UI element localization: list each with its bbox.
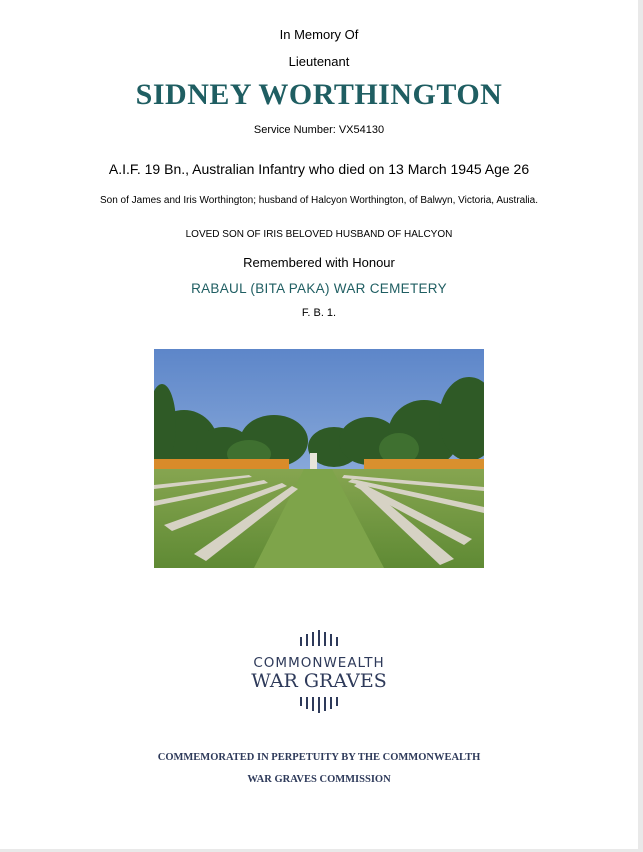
logo-text-line1: COMMONWEALTH xyxy=(253,655,385,671)
memorial-heading: In Memory Of xyxy=(279,27,359,42)
casualty-name: SIDNEY WORTHINGTON xyxy=(135,78,503,111)
family-details: Son of James and Iris Worthington; husband of Halcyon Worthington, of Balwyn, Victoria, Australia. xyxy=(99,195,538,206)
logo-bars-top-icon xyxy=(219,628,419,644)
page-edge-right xyxy=(638,0,643,852)
remembered-with-honour: Remembered with Honour xyxy=(243,255,395,270)
cwgc-logo xyxy=(219,628,419,718)
footer-line1: COMMEMORATED IN PERPETUITY BY THE COMMONWEALTH xyxy=(157,752,481,763)
epitaph: LOVED SON OF IRIS BELOVED HUSBAND OF HALCYON xyxy=(185,229,453,240)
service-number: Service Number: VX54130 xyxy=(253,124,385,136)
cemetery-name: RABAUL (BITA PAKA) WAR CEMETERY xyxy=(191,281,447,296)
unit-and-death-details: A.I.F. 19 Bn., Australian Infantry who died on 13 March 1945 Age 26 xyxy=(108,161,530,177)
rank: Lieutenant xyxy=(288,54,350,69)
logo-bars-bottom-icon xyxy=(219,697,419,713)
cemetery-photo xyxy=(154,349,484,568)
grave-reference: F. B. 1. xyxy=(301,307,337,319)
footer-line2: WAR GRAVES COMMISSION xyxy=(247,774,391,785)
logo-text-line2: WAR GRAVES xyxy=(251,670,387,692)
